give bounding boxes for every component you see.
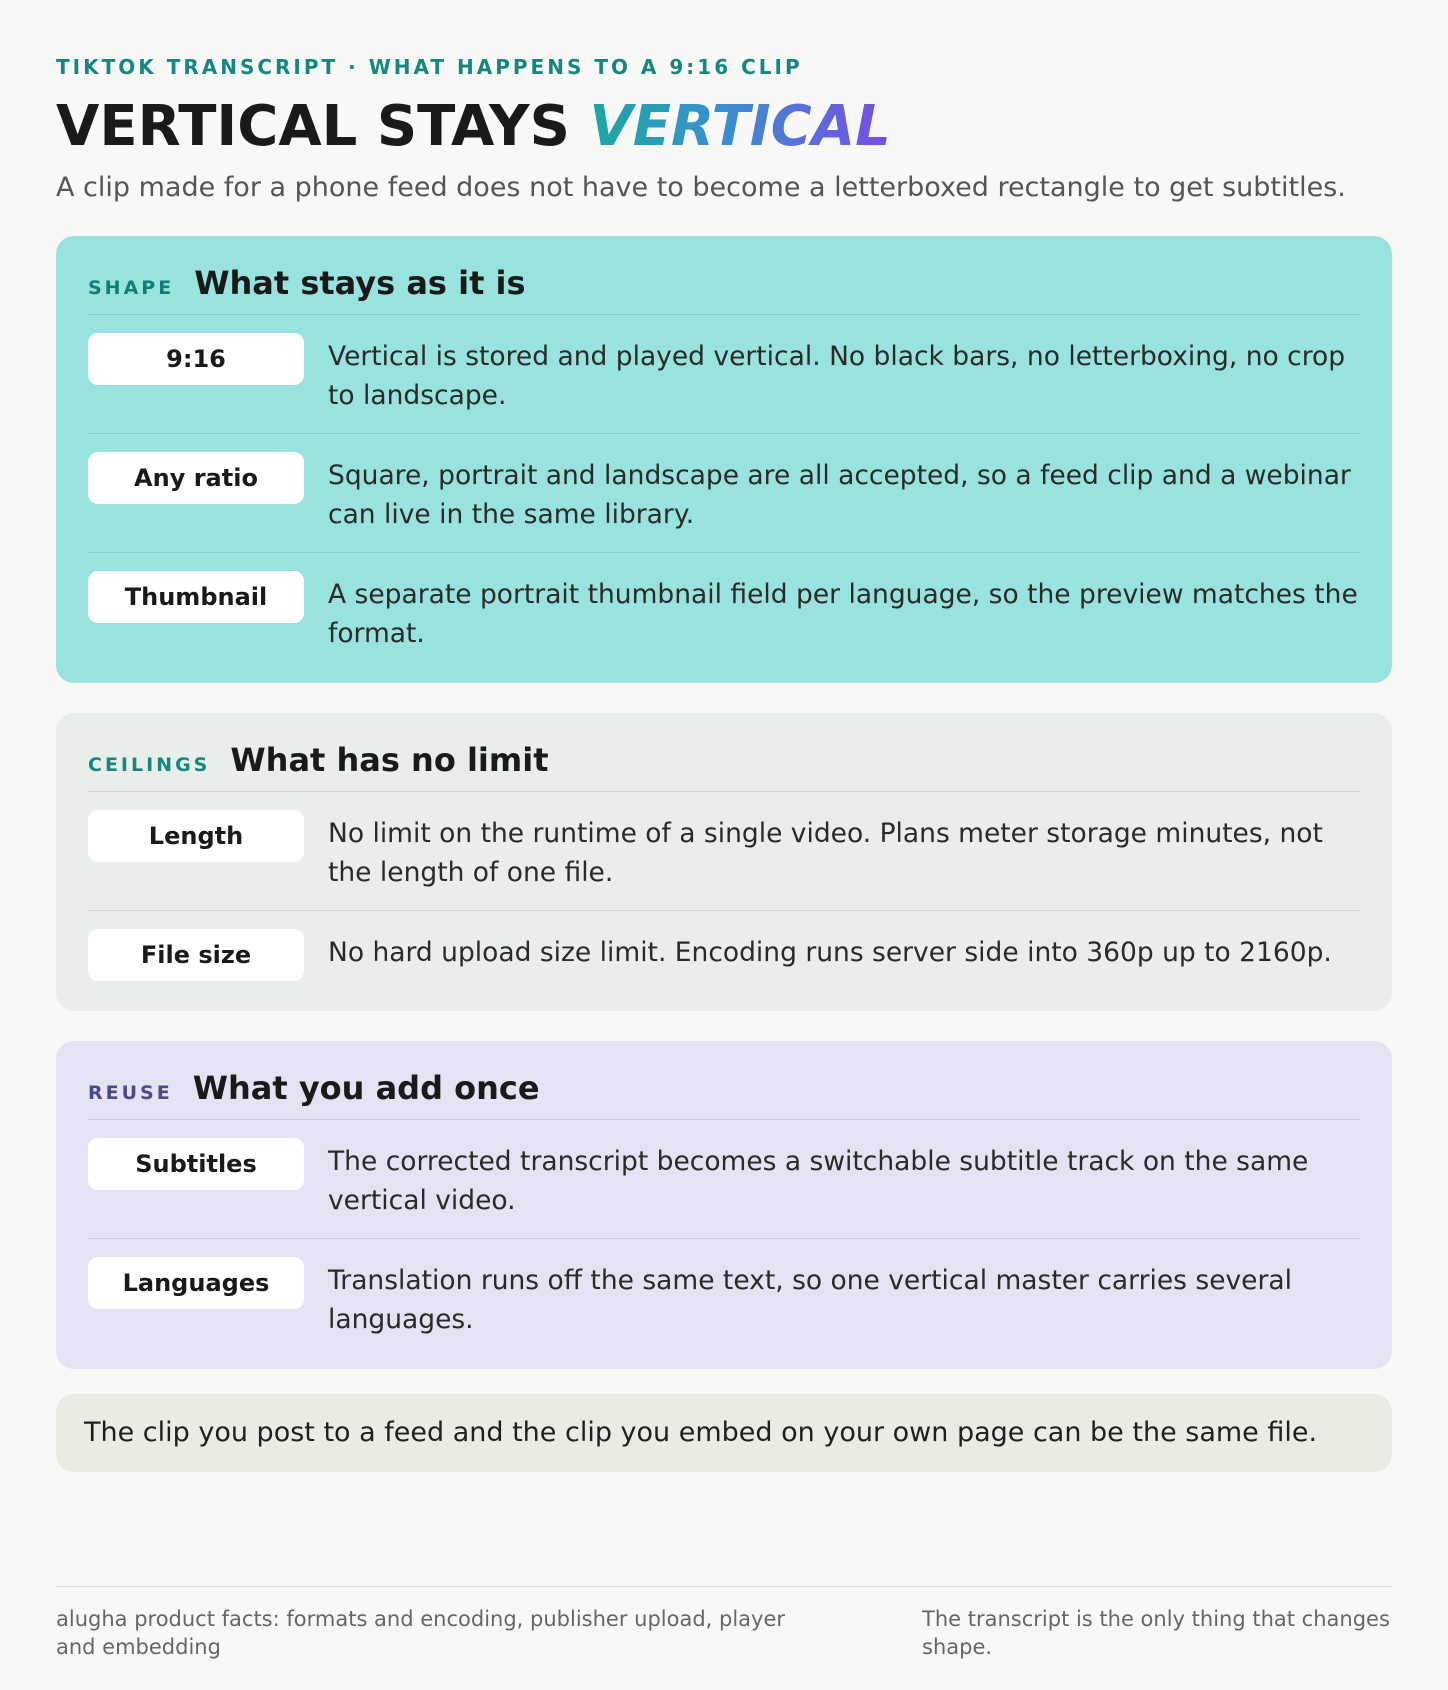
fact-text: Square, portrait and landscape are all accepted, so a feed clip and a webinar can live in the same library. xyxy=(328,460,1351,530)
summary-note: The clip you post to a feed and the clip you embed on your own page can be the same file. xyxy=(56,1394,1392,1472)
fact-label-pill: Subtitles xyxy=(88,1138,304,1190)
card-title: What you add once xyxy=(192,1069,540,1107)
footer xyxy=(56,1586,1392,1661)
card-tag: SHAPE xyxy=(88,277,175,299)
card-header xyxy=(88,264,1360,315)
fact-text: Vertical is stored and played vertical. No black bars, no letterboxing, no crop to landscape. xyxy=(328,341,1346,411)
card-header xyxy=(88,741,1360,792)
title-accent: VERTICAL xyxy=(589,94,891,159)
fact-row xyxy=(88,792,1360,911)
fact-label-pill: Languages xyxy=(88,1257,304,1309)
footer-source: alugha product facts: formats and encoding, publisher upload, player and embedding xyxy=(56,1607,786,1659)
fact-row xyxy=(88,1120,1360,1239)
fact-text: A separate portrait thumbnail field per language, so the preview matches the format. xyxy=(328,579,1358,649)
card-tag: REUSE xyxy=(88,1082,173,1104)
card-reuse xyxy=(56,1041,1392,1369)
fact-text: Translation runs off the same text, so one vertical master carries several languages. xyxy=(328,1265,1292,1335)
fact-row xyxy=(88,1239,1360,1345)
card-shape xyxy=(56,236,1392,683)
card-tag: CEILINGS xyxy=(88,754,211,776)
fact-row xyxy=(88,553,1360,659)
card-title: What has no limit xyxy=(230,741,549,779)
eyebrow: TIKTOK TRANSCRIPT · WHAT HAPPENS TO A 9:16 CLIP xyxy=(56,55,803,79)
fact-label-pill: Length xyxy=(88,810,304,862)
fact-text: No hard upload size limit. Encoding runs server side into 360p up to 2160p. xyxy=(328,937,1332,968)
fact-label-pill: Any ratio xyxy=(88,452,304,504)
fact-text: The corrected transcript becomes a switchable subtitle track on the same vertical video. xyxy=(328,1146,1309,1216)
fact-label-pill: Thumbnail xyxy=(88,571,304,623)
page-content xyxy=(56,54,1392,1472)
fact-row xyxy=(88,315,1360,434)
fact-row xyxy=(88,911,1360,987)
card-header xyxy=(88,1069,1360,1120)
card-ceilings xyxy=(56,713,1392,1011)
fact-label-pill: File size xyxy=(88,929,304,981)
title-main: VERTICAL STAYS xyxy=(56,94,590,159)
fact-row xyxy=(88,434,1360,553)
card-title: What stays as it is xyxy=(194,264,526,302)
fact-label-pill: 9:16 xyxy=(88,333,304,385)
fact-text: No limit on the runtime of a single video. Plans meter storage minutes, not the length of one file. xyxy=(328,818,1323,888)
page-title xyxy=(56,94,1392,160)
footer-caption: The transcript is the only thing that changes shape. xyxy=(922,1607,1390,1659)
page-subtitle: A clip made for a phone feed does not have to become a letterboxed rectangle to get subtitles. xyxy=(56,172,1346,203)
